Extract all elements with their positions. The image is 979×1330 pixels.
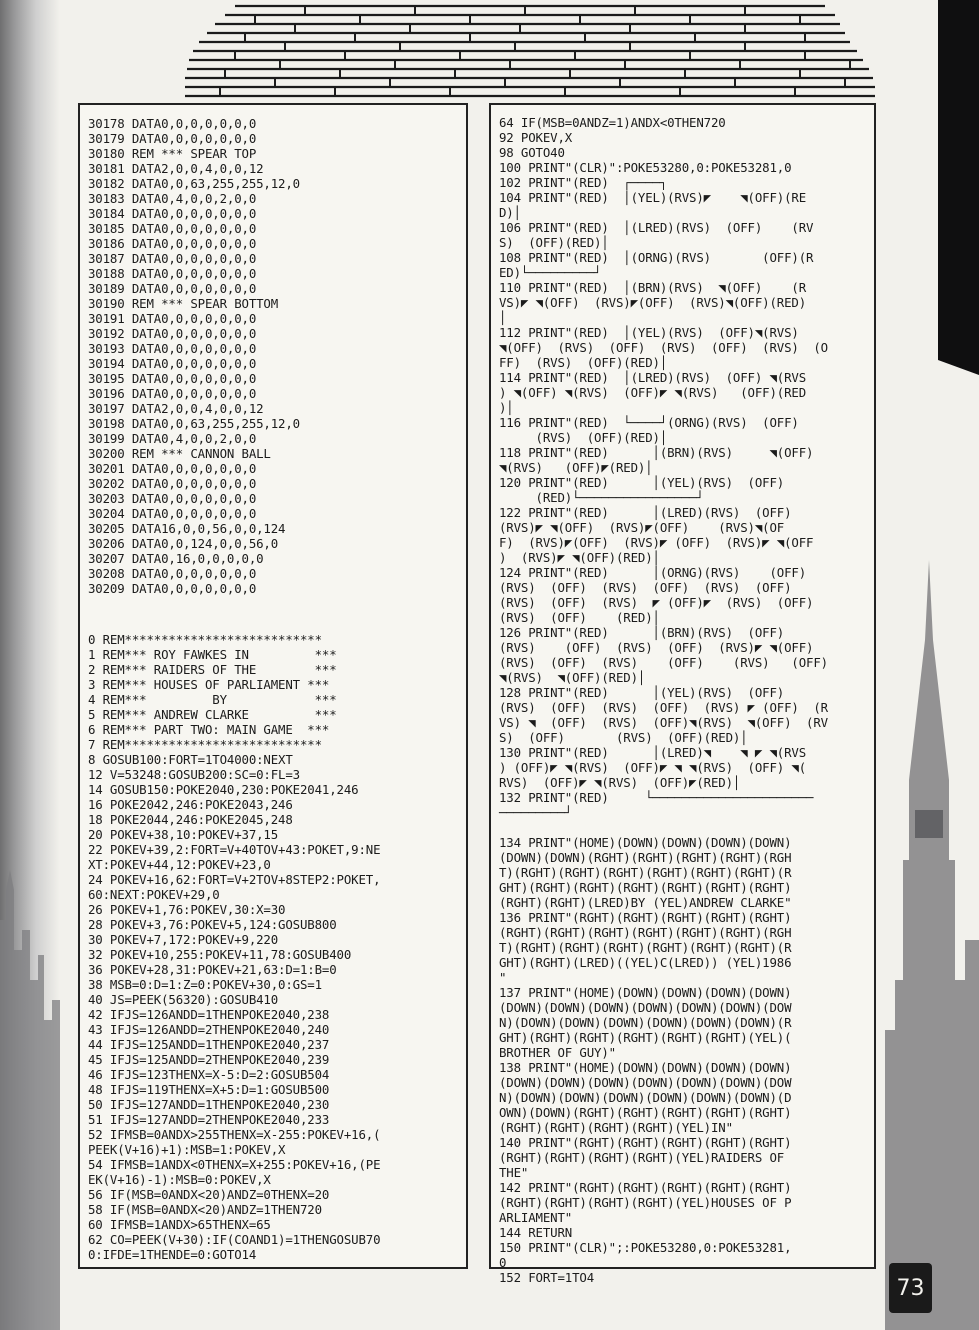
code-line: 132 PRINT"(RED) └────────────────────── — [499, 790, 814, 805]
code-line: 32 POKEV+10,255:POKEV+11,78:GOSUB400 — [88, 947, 352, 962]
code-line: 30178 DATA0,0,0,0,0,0,0 — [88, 116, 257, 131]
code-line: 114 PRINT"(RED) │(LRED)(RVS) (OFF) ◥(RVS — [499, 370, 807, 385]
sprite-data-listing — [88, 116, 300, 596]
code-line: 30 POKEV+7,172:POKEV+9,220 — [88, 932, 279, 947]
code-line: 54 IFMSB=1ANDX<0THENX=X+255:POKEV+16,(PE — [88, 1157, 381, 1172]
code-line: RVS) (OFF)◤ ◥(RVS) (OFF)◤(RED)│ — [499, 775, 741, 790]
code-line: 30203 DATA0,0,0,0,0,0,0 — [88, 491, 257, 506]
parliament-tower-graphic — [885, 560, 979, 1330]
code-line: ◥(RVS) ◥(OFF)(RED)│ — [499, 670, 646, 685]
code-line: 2 REM*** RAIDERS OF THE *** — [88, 662, 337, 677]
code-line: 60 IFMSB=1ANDX>65THENX=65 — [88, 1217, 271, 1232]
print-routines-listing — [499, 115, 828, 1285]
code-line: 30188 DATA0,0,0,0,0,0,0 — [88, 266, 257, 281]
code-line: 150 PRINT"(CLR)";:POKE53280,0:POKE53281, — [499, 1240, 792, 1255]
code-line: 1 REM*** ROY FAWKES IN *** — [88, 647, 337, 662]
code-line: 58 IF(MSB=0ANDX<20)ANDZ=1THEN720 — [88, 1202, 322, 1217]
code-line: 30194 DATA0,0,0,0,0,0,0 — [88, 356, 257, 371]
code-line: 130 PRINT"(RED) │(LRED)◥ ◥ ◤ ◥(RVS — [499, 745, 807, 760]
code-line: 118 PRINT"(RED) │(BRN)(RVS) ◥(OFF) — [499, 445, 814, 460]
code-line: THE" — [499, 1165, 529, 1180]
code-line: 30189 DATA0,0,0,0,0,0,0 — [88, 281, 257, 296]
code-line: T)(RGHT)(RGHT)(RGHT)(RGHT)(RGHT)(RGHT)(R — [499, 940, 792, 955]
code-line: 122 PRINT"(RED) │(LRED)(RVS) (OFF) — [499, 505, 792, 520]
code-line: 36 POKEV+28,31:POKEV+21,63:D=1:B=0 — [88, 962, 337, 977]
code-line: 30202 DATA0,0,0,0,0,0,0 — [88, 476, 257, 491]
code-line: 5 REM*** ANDREW CLARKE *** — [88, 707, 337, 722]
code-line: 48 IFJS=119THENX=X+5:D=1:GOSUB500 — [88, 1082, 330, 1097]
code-line: 40 JS=PEEK(56320):GOSUB410 — [88, 992, 279, 1007]
code-line: T)(RGHT)(RGHT)(RGHT)(RGHT)(RGHT)(RGHT)(R — [499, 865, 792, 880]
left-skyline-graphic — [0, 860, 60, 1330]
code-line: ED)└─────────┘ — [499, 265, 602, 280]
code-line: 30199 DATA0,4,0,0,2,0,0 — [88, 431, 257, 446]
code-line: 120 PRINT"(RED) │(YEL)(RVS) (OFF) — [499, 475, 785, 490]
code-line: 43 IFJS=126ANDD=2THENPOKE2040,240 — [88, 1022, 330, 1037]
code-line: 3 REM*** HOUSES OF PARLIAMENT *** — [88, 677, 330, 692]
code-line: 144 RETURN — [499, 1225, 573, 1240]
code-line: (RVS) (OFF) (RVS) (OFF) (RVS) (OFF) — [499, 655, 828, 670]
code-line: 30184 DATA0,0,0,0,0,0,0 — [88, 206, 257, 221]
code-line: 7 REM*************************** — [88, 737, 322, 752]
code-line: 136 PRINT"(RGHT)(RGHT)(RGHT)(RGHT)(RGHT) — [499, 910, 792, 925]
page-edge-tab — [938, 0, 979, 375]
code-line: 50 IFJS=127ANDD=1THENPOKE2040,230 — [88, 1097, 330, 1112]
code-line: ◥(OFF) (RVS) (OFF) (RVS) (OFF) (RVS) (O — [499, 340, 828, 355]
code-line: 112 PRINT"(RED) │(YEL)(RVS) (OFF)◥(RVS) — [499, 325, 799, 340]
code-line: 30190 REM *** SPEAR BOTTOM — [88, 296, 279, 311]
code-line: ) (OFF)◤ ◥(RVS) (OFF)◤ ◥ ◥(RVS) (OFF) ◥( — [499, 760, 807, 775]
brick-wall-graphic — [185, 0, 875, 98]
code-line: (RVS) (OFF) (RVS) (OFF) (RVS) (OFF) — [499, 580, 792, 595]
code-line: 134 PRINT"(HOME)(DOWN)(DOWN)(DOWN)(DOWN) — [499, 835, 792, 850]
code-line: 22 POKEV+39,2:FORT=V+40TOV+43:POKET,9:NE — [88, 842, 381, 857]
code-line: 45 IFJS=125ANDD=2THENPOKE2040,239 — [88, 1052, 330, 1067]
code-line: 18 POKE2044,246:POKE2045,248 — [88, 812, 293, 827]
code-line: (DOWN)(DOWN)(DOWN)(DOWN)(DOWN)(DOWN)(DOW — [499, 1000, 792, 1015]
code-line: 0 — [499, 1255, 507, 1270]
code-line: 30197 DATA2,0,0,4,0,0,12 — [88, 401, 264, 416]
code-line: 38 MSB=0:D=1:Z=0:POKEV+30,0:GS=1 — [88, 977, 322, 992]
code-line: 52 IFMSB=0ANDX>255THENX=X-255:POKEV+16,( — [88, 1127, 381, 1142]
main-game-listing — [88, 632, 380, 1262]
code-line: 24 POKEV+16,62:FORT=V+2TOV+8STEP2:POKET, — [88, 872, 381, 887]
code-line: 0 REM*************************** — [88, 632, 322, 647]
code-line: 126 PRINT"(RED) │(BRN)(RVS) (OFF) — [499, 625, 785, 640]
code-line — [499, 820, 828, 835]
code-line: (RVS) (OFF)(RED)│ — [499, 430, 668, 445]
code-line: (RGHT)(RGHT)(LRED)BY (YEL)ANDREW CLARKE" — [499, 895, 792, 910]
code-line: 30201 DATA0,0,0,0,0,0,0 — [88, 461, 257, 476]
code-line: S) (OFF)(RED)│ — [499, 235, 609, 250]
code-line: (RVS) (OFF) (RED)│ — [499, 610, 660, 625]
code-line: 30204 DATA0,0,0,0,0,0,0 — [88, 506, 257, 521]
code-line: 60:NEXT:POKEV+29,0 — [88, 887, 220, 902]
code-line: 28 POKEV+3,76:POKEV+5,124:GOSUB800 — [88, 917, 337, 932]
code-line: N)(DOWN)(DOWN)(DOWN)(DOWN)(DOWN)(DOWN)(R — [499, 1015, 792, 1030]
code-line: 30182 DATA0,0,63,255,255,12,0 — [88, 176, 300, 191]
code-line: 152 FORT=1TO4 — [499, 1270, 595, 1285]
code-line: 0:IFDE=1THENDE=0:GOTO14 — [88, 1247, 257, 1262]
code-line: 98 GOTO40 — [499, 145, 565, 160]
code-line: 110 PRINT"(RED) │(BRN)(RVS) ◥(OFF) (R — [499, 280, 807, 295]
code-line: (RVS) (OFF) (RVS) (OFF) (RVS) ◤ (OFF) (R — [499, 700, 828, 715]
code-line: 30206 DATA0,0,124,0,0,56,0 — [88, 536, 279, 551]
code-line: " — [499, 970, 507, 985]
code-line: EK(V+16)-1):MSB=0:POKEV,X — [88, 1172, 271, 1187]
code-line: 64 IF(MSB=0ANDZ=1)ANDX<0THEN720 — [499, 115, 726, 130]
code-line: ) ◥(OFF) ◥(RVS) (OFF)◤ ◥(RVS) (OFF)(RED — [499, 385, 807, 400]
code-line: (RGHT)(RGHT)(RGHT)(RGHT)(RGHT)(RGHT)(RGH — [499, 925, 792, 940]
code-line: 62 CO=PEEK(V+30):IF(COAND1)=1THENGOSUB70 — [88, 1232, 381, 1247]
code-line: 30180 REM *** SPEAR TOP — [88, 146, 257, 161]
code-line: 30185 DATA0,0,0,0,0,0,0 — [88, 221, 257, 236]
code-line: ◥(RVS) (OFF)◤(RED)│ — [499, 460, 653, 475]
code-line: 30208 DATA0,0,0,0,0,0,0 — [88, 566, 257, 581]
code-line: 20 POKEV+38,10:POKEV+37,15 — [88, 827, 279, 842]
code-line: 16 POKE2042,246:POKE2043,246 — [88, 797, 293, 812]
code-line: 14 GOSUB150:POKE2040,230:POKE2041,246 — [88, 782, 359, 797]
code-line: 30191 DATA0,0,0,0,0,0,0 — [88, 311, 257, 326]
code-line: OWN)(DOWN)(RGHT)(RGHT)(RGHT)(RGHT)(RGHT) — [499, 1105, 792, 1120]
code-line: 30205 DATA16,0,0,56,0,0,124 — [88, 521, 286, 536]
code-line: 30186 DATA0,0,0,0,0,0,0 — [88, 236, 257, 251]
code-line: )│ — [499, 400, 514, 415]
code-line: N)(DOWN)(DOWN)(DOWN)(DOWN)(DOWN)(DOWN)(D — [499, 1090, 792, 1105]
code-line: 30179 DATA0,0,0,0,0,0,0 — [88, 131, 257, 146]
code-line: FF) (RVS) (OFF)(RED)│ — [499, 355, 668, 370]
code-line: VS) ◥ (OFF) (RVS) (OFF)◥(RVS) ◥(OFF) (RV — [499, 715, 828, 730]
code-line: (RVS) (OFF) (RVS) (OFF) (RVS)◤ ◥(OFF) — [499, 640, 814, 655]
code-line: 116 PRINT"(RED) └────┘(ORNG)(RVS) (OFF) — [499, 415, 799, 430]
code-line: (RVS) (OFF) (RVS) ◤ (OFF)◤ (RVS) (OFF) — [499, 595, 814, 610]
code-line: 30198 DATA0,0,63,255,255,12,0 — [88, 416, 300, 431]
code-line: 30209 DATA0,0,0,0,0,0,0 — [88, 581, 257, 596]
code-line: 140 PRINT"(RGHT)(RGHT)(RGHT)(RGHT)(RGHT) — [499, 1135, 792, 1150]
code-line: 6 REM*** PART TWO: MAIN GAME *** — [88, 722, 330, 737]
code-line: 26 POKEV+1,76:POKEV,30:X=30 — [88, 902, 286, 917]
code-line: GHT)(RGHT)(RGHT)(RGHT)(RGHT)(RGHT)(YEL)( — [499, 1030, 792, 1045]
right-code-panel — [489, 103, 876, 1285]
code-line: S) (OFF) (RVS) (OFF)(RED)│ — [499, 730, 748, 745]
code-line: 30196 DATA0,0,0,0,0,0,0 — [88, 386, 257, 401]
code-line: 30207 DATA0,16,0,0,0,0,0 — [88, 551, 264, 566]
code-line: (DOWN)(DOWN)(DOWN)(DOWN)(DOWN)(DOWN)(DOW — [499, 1075, 792, 1090]
code-line: 30183 DATA0,4,0,0,2,0,0 — [88, 191, 257, 206]
code-line: │ — [499, 310, 507, 325]
code-line: ─────────┘ — [499, 805, 573, 820]
code-line: 30195 DATA0,0,0,0,0,0,0 — [88, 371, 257, 386]
code-line: F) (RVS)◤(OFF) (RVS)◤ (OFF) (RVS)◤ ◥(OFF — [499, 535, 814, 550]
code-line: (RVS)◤ ◥(OFF) (RVS)◤(OFF) (RVS)◥(OF — [499, 520, 785, 535]
code-line: (RGHT)(RGHT)(RGHT)(RGHT)(YEL)RAIDERS OF — [499, 1150, 785, 1165]
code-line: 51 IFJS=127ANDD=2THENPOKE2040,233 — [88, 1112, 330, 1127]
code-line: GHT)(RGHT)(LRED)((YEL)C(LRED)) (YEL)1986 — [499, 955, 792, 970]
code-line: (DOWN)(DOWN)(RGHT)(RGHT)(RGHT)(RGHT)(RGH — [499, 850, 792, 865]
code-line: 30192 DATA0,0,0,0,0,0,0 — [88, 326, 257, 341]
page-number: 73 — [889, 1263, 932, 1313]
left-code-panel — [78, 103, 468, 1269]
code-line: (RGHT)(RGHT)(RGHT)(RGHT)(YEL)IN" — [499, 1120, 733, 1135]
code-line: 30187 DATA0,0,0,0,0,0,0 — [88, 251, 257, 266]
code-line: GHT)(RGHT)(RGHT)(RGHT)(RGHT)(RGHT)(RGHT) — [499, 880, 792, 895]
code-line: 30193 DATA0,0,0,0,0,0,0 — [88, 341, 257, 356]
code-line: 142 PRINT"(RGHT)(RGHT)(RGHT)(RGHT)(RGHT) — [499, 1180, 792, 1195]
code-line: 8 GOSUB100:FORT=1TO4000:NEXT — [88, 752, 293, 767]
code-line: ARLIAMENT" — [499, 1210, 573, 1225]
code-line: 4 REM*** BY *** — [88, 692, 337, 707]
code-line: D)│ — [499, 205, 521, 220]
code-line: BROTHER OF GUY)" — [499, 1045, 616, 1060]
code-line: 30200 REM *** CANNON BALL — [88, 446, 271, 461]
code-line: 92 POKEV,X — [499, 130, 573, 145]
code-line: 128 PRINT"(RED) │(YEL)(RVS) (OFF) — [499, 685, 785, 700]
code-line: (RED)└────────────────┘ — [499, 490, 704, 505]
code-line: VS)◤ ◥(OFF) (RVS)◤(OFF) (RVS)◥(OFF)(RED) — [499, 295, 807, 310]
code-line: 106 PRINT"(RED) │(LRED)(RVS) (OFF) (RV — [499, 220, 814, 235]
code-line: XT:POKEV+44,12:POKEV+23,0 — [88, 857, 271, 872]
code-line: 56 IF(MSB=0ANDX<20)ANDZ=0THENX=20 — [88, 1187, 330, 1202]
code-line: 102 PRINT"(RED) ┌────┐ — [499, 175, 668, 190]
code-line: 30181 DATA2,0,0,4,0,0,12 — [88, 161, 264, 176]
code-line: 44 IFJS=125ANDD=1THENPOKE2040,237 — [88, 1037, 330, 1052]
code-line: 138 PRINT"(HOME)(DOWN)(DOWN)(DOWN)(DOWN) — [499, 1060, 792, 1075]
code-line: 100 PRINT"(CLR)":POKE53280,0:POKE53281,0 — [499, 160, 792, 175]
code-line: 104 PRINT"(RED) │(YEL)(RVS)◤ ◥(OFF)(RE — [499, 190, 807, 205]
code-line: 42 IFJS=126ANDD=1THENPOKE2040,238 — [88, 1007, 330, 1022]
code-line: 12 V=53248:GOSUB200:SC=0:FL=3 — [88, 767, 300, 782]
code-line: 46 IFJS=123THENX=X-5:D=2:GOSUB504 — [88, 1067, 330, 1082]
code-line: ) (RVS)◤ ◥(OFF)(RED)│ — [499, 550, 660, 565]
code-line: PEEK(V+16)+1):MSB=1:POKEV,X — [88, 1142, 286, 1157]
code-line: (RGHT)(RGHT)(RGHT)(RGHT)(YEL)HOUSES OF P — [499, 1195, 792, 1210]
code-line: 108 PRINT"(RED) │(ORNG)(RVS) (OFF)(R — [499, 250, 814, 265]
code-line: 124 PRINT"(RED) │(ORNG)(RVS) (OFF) — [499, 565, 807, 580]
code-line: 137 PRINT"(HOME)(DOWN)(DOWN)(DOWN)(DOWN) — [499, 985, 792, 1000]
